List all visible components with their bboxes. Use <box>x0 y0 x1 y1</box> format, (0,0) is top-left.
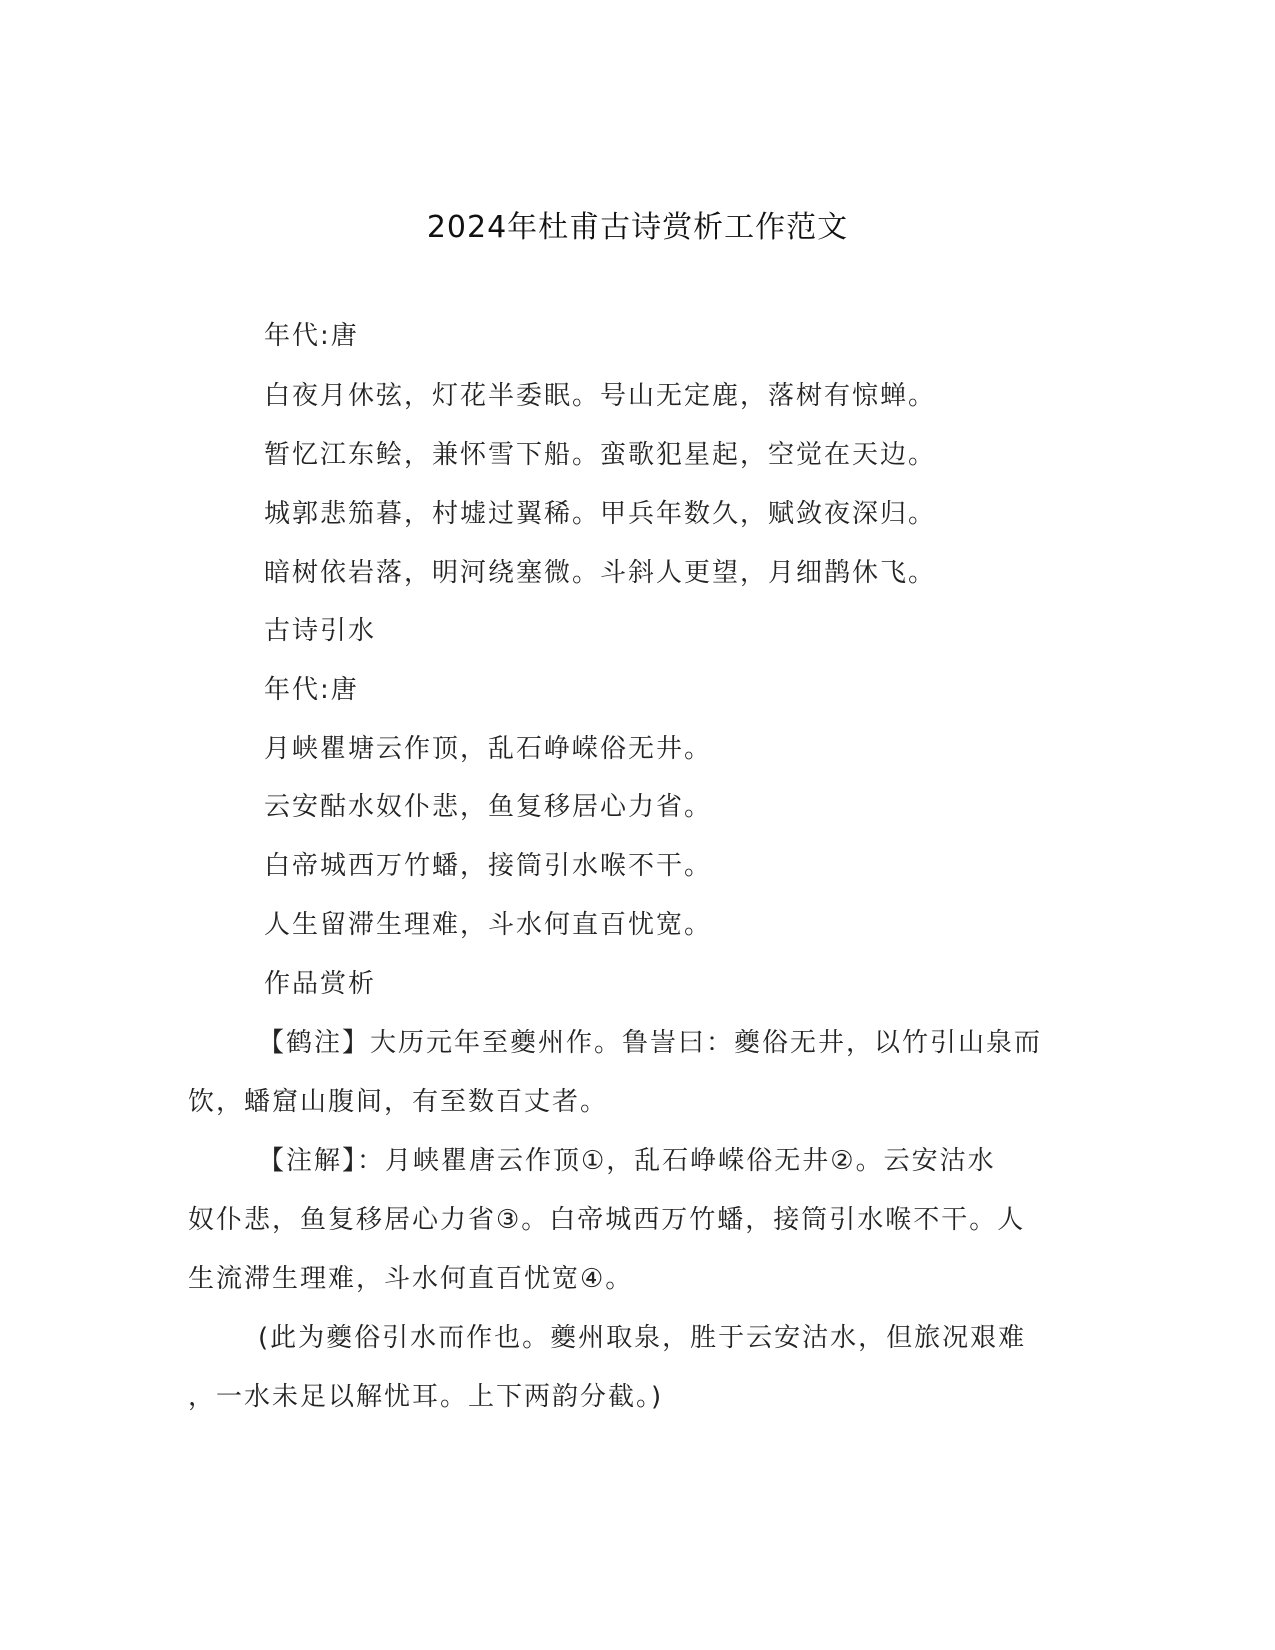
document-title: 2024年杜甫古诗赏析工作范文 <box>426 210 849 245</box>
poem2-era: 年代:唐 <box>264 675 359 705</box>
poem1-era: 年代:唐 <box>264 321 359 351</box>
analysis-heading: 作品赏析 <box>264 969 377 999</box>
poem2-line-4: 人生留滞生理难，斗水何直百忧宽。 <box>264 910 713 940</box>
annotation-para-line-1: 【注解】：月峡瞿唐云作顶①，乱石峥嵘俗无井②。云安沽水 <box>258 1146 996 1176</box>
note-para-line-2: 饮，蟠窟山腹间，有至数百丈者。 <box>188 1087 609 1117</box>
poem1-line-1: 白夜月休弦，灯花半委眠。号山无定鹿，落树有惊蝉。 <box>264 381 937 411</box>
poem2-line-1: 月峡瞿塘云作顶，乱石峥嵘俗无井。 <box>264 734 713 764</box>
poem1-line-4: 暗树依岩落，明河绕塞微。斗斜人更望，月细鹊休飞。 <box>264 558 937 588</box>
comment-para-line-2: ，一水未足以解忧耳。上下两韵分截。) <box>188 1382 664 1412</box>
note-para-line-1: 【鹤注】大历元年至夔州作。鲁訔曰：夔俗无井，以竹引山泉而 <box>258 1028 1043 1058</box>
comment-para-line-1: (此为夔俗引水而作也。夔州取泉，胜于云安沽水，但旅况艰难 <box>258 1323 1027 1353</box>
poem2-line-2: 云安酤水奴仆悲，鱼复移居心力省。 <box>264 792 713 822</box>
poem1-line-2: 暂忆江东鲙，兼怀雪下船。蛮歌犯星起，空觉在天边。 <box>264 440 937 470</box>
annotation-para-line-2: 奴仆悲，鱼复移居心力省③。白帝城西万竹蟠，接筒引水喉不干。人 <box>188 1205 1026 1235</box>
poem1-line-3: 城郭悲笳暮，村墟过翼稀。甲兵年数久，赋敛夜深归。 <box>264 499 937 529</box>
poem2-heading: 古诗引水 <box>264 616 377 646</box>
annotation-para-line-3: 生流滞生理难，斗水何直百忧宽④。 <box>188 1264 634 1294</box>
poem2-line-3: 白帝城西万竹蟠，接筒引水喉不干。 <box>264 851 713 881</box>
